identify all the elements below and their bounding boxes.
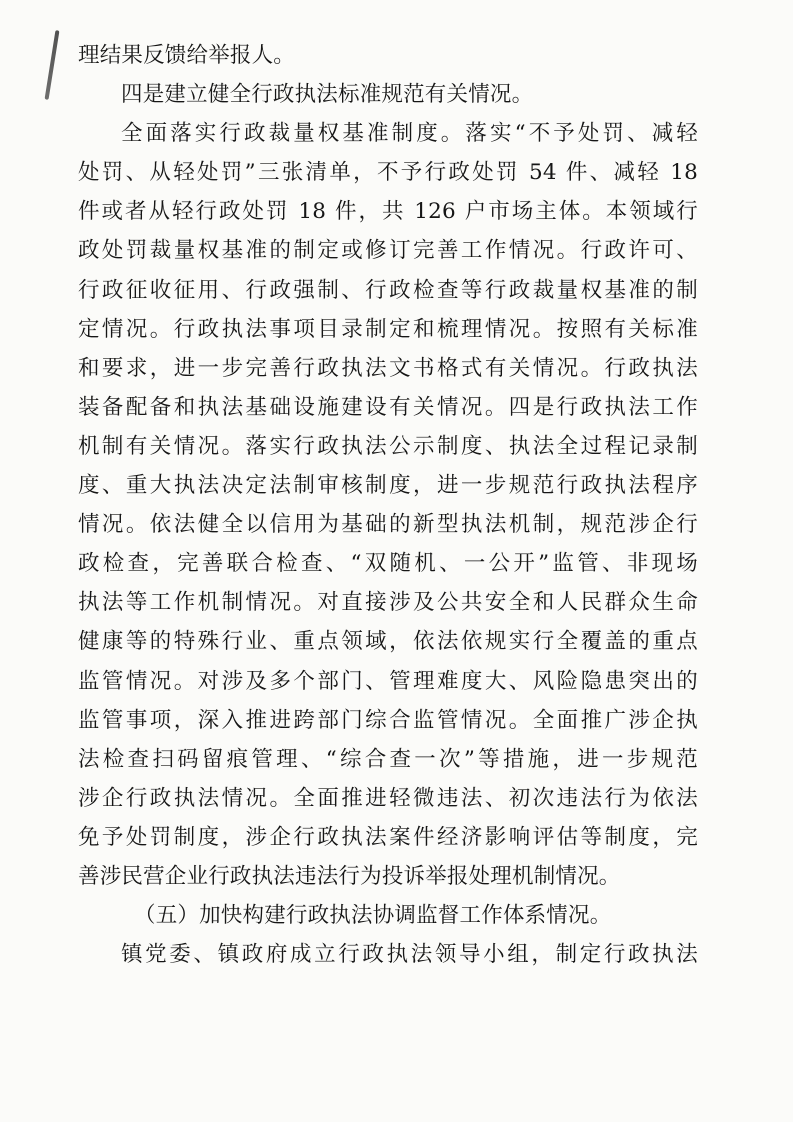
text-line: 处罚、从轻处罚”三张清单，不予行政处罚 54 件、减轻 18: [78, 160, 698, 186]
text-line: 行政征收征用、行政强制、行政检查等行政裁量权基准的制: [78, 277, 698, 303]
text-line: 度、重大执法决定法制审核制度，进一步规范行政执法程序: [78, 473, 698, 499]
section-heading-five: （五）加快构建行政执法协调监督工作体系情况。: [134, 903, 612, 929]
text-line: 免予处罚制度，涉企行政执法案件经济影响评估等制度，完: [78, 824, 698, 850]
text-line: 监管情况。对涉及多个部门、管理难度大、风险隐患突出的: [78, 668, 698, 694]
text-line: 善涉民营企业行政执法违法行为投诉举报处理机制情况。: [78, 863, 621, 889]
text-line: 政检查，完善联合检查、“双随机、一公开”监管、非现场: [78, 551, 698, 577]
text-line: 执法等工作机制情况。对直接涉及公共安全和人民群众生命: [78, 590, 698, 616]
section-heading-line: 四是建立健全行政执法标准规范有关情况。: [121, 82, 534, 108]
text-line: 涉企行政执法情况。全面推进轻微违法、初次违法行为依法: [78, 785, 698, 811]
margin-pen-mark: [45, 30, 60, 100]
text-line: 机制有关情况。落实行政执法公示制度、执法全过程记录制: [78, 433, 698, 459]
text-line: 健康等的特殊行业、重点领域，依法依规实行全覆盖的重点: [78, 629, 698, 655]
text-line: 定情况。行政执法事项目录制定和梳理情况。按照有关标准: [78, 316, 698, 342]
document-body: [78, 36, 698, 974]
text-line: 监管事项，深入推进跨部门综合监管情况。全面推广涉企执: [78, 707, 698, 733]
text-line: 政处罚裁量权基准的制定或修订完善工作情况。行政许可、: [78, 238, 698, 264]
text-line: 和要求，进一步完善行政执法文书格式有关情况。行政执法: [78, 355, 698, 381]
paragraph-first-line: 镇党委、镇政府成立行政执法领导小组，制定行政执法: [121, 942, 698, 968]
text-line: 件或者从轻行政处罚 18 件，共 126 户市场主体。本领域行: [78, 199, 698, 225]
text-line: 理结果反馈给举报人。: [78, 43, 296, 68]
text-line: 情况。依法健全以信用为基础的新型执法机制，规范涉企行: [78, 512, 698, 538]
text-line: 法检查扫码留痕管理、“综合查一次”等措施，进一步规范: [78, 746, 698, 772]
text-line: 装备配备和执法基础设施建设有关情况。四是行政执法工作: [78, 394, 698, 420]
paragraph-first-line: 全面落实行政裁量权基准制度。落实“不予处罚、减轻: [121, 121, 698, 147]
